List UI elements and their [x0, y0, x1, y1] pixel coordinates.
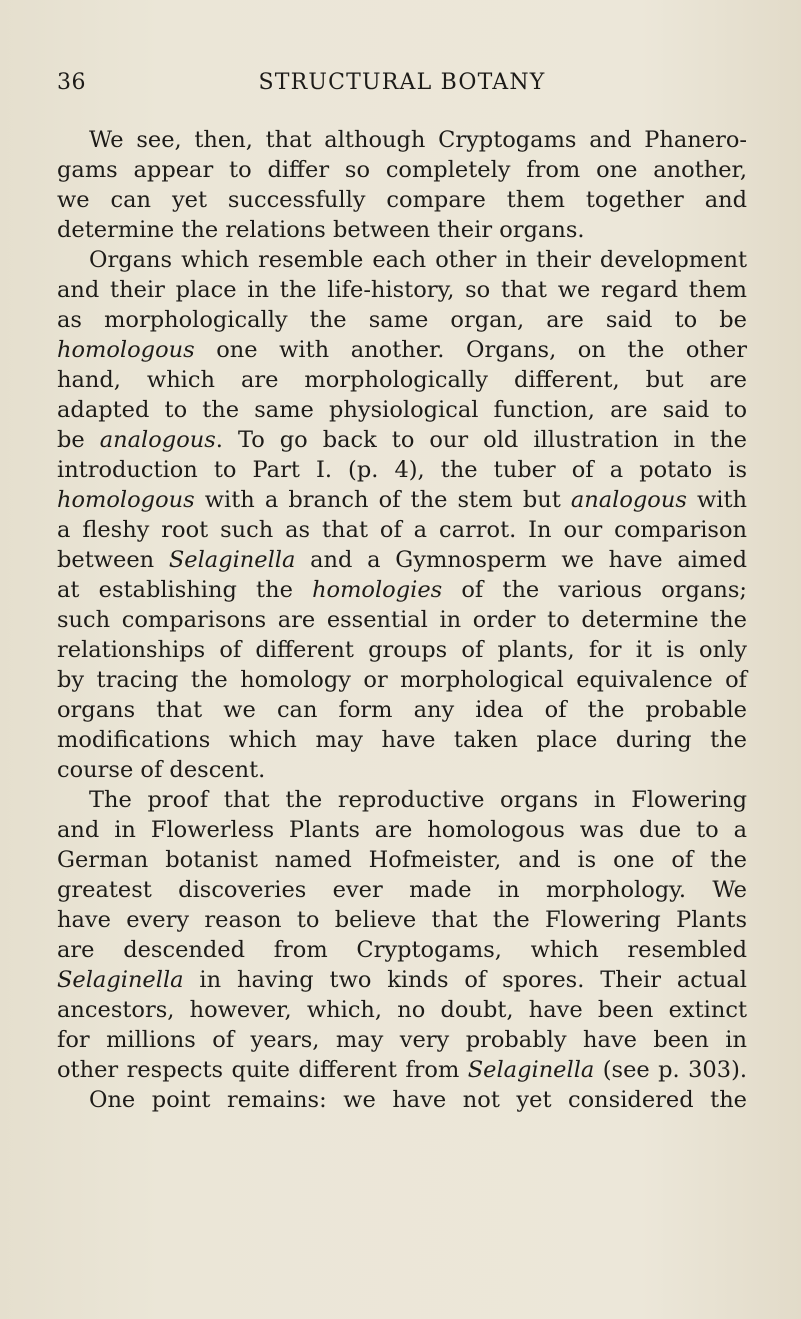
text-line: be analogous. To go back to our old illustration in the	[57, 427, 747, 453]
text-line: homologous one with another. Organs, on the other	[57, 337, 747, 363]
text-line: The proof that the reproductive organs in Flowering	[89, 787, 747, 813]
text-line: and their place in the life-history, so that we regard them	[57, 277, 747, 303]
text-line: we can yet successfully compare them together and	[57, 187, 747, 213]
text-line: by tracing the homology or morphological equivalence of	[57, 667, 747, 693]
text-line: One point remains: we have not yet considered the	[89, 1087, 747, 1113]
text-line: for millions of years, may very probably have been in	[57, 1027, 747, 1053]
text-line: Selaginella in having two kinds of spores. Their actual	[57, 967, 747, 993]
text-line: German botanist named Hofmeister, and is one of the	[57, 847, 747, 873]
text-line: hand, which are morphologically different, but are	[57, 367, 747, 393]
text-line: homologous with a branch of the stem but analogous with	[57, 487, 747, 513]
text-line: are descended from Cryptogams, which resembled	[57, 937, 747, 963]
text-line: between Selaginella and a Gymnosperm we have aimed	[57, 547, 747, 573]
text-line: greatest discoveries ever made in morphology. We	[57, 877, 747, 903]
text-line: other respects quite different from Selaginella (see p. 303).	[57, 1057, 747, 1083]
text-line: organs that we can form any idea of the probable	[57, 697, 747, 723]
text-line: Organs which resemble each other in their development	[89, 247, 747, 273]
page-header	[57, 70, 747, 104]
text-line: course of descent.	[57, 757, 266, 783]
text-line: determine the relations between their organs.	[57, 217, 585, 243]
text-line: adapted to the same physiological function, are said to	[57, 397, 747, 423]
running-head: STRUCTURAL BOTANY	[258, 70, 546, 95]
text-line: gams appear to differ so completely from one another,	[57, 157, 747, 183]
text-line: a fleshy root such as that of a carrot. In our comparison	[57, 517, 747, 543]
text-line: relationships of different groups of plants, for it is only	[57, 637, 747, 663]
text-line: modifications which may have taken place during the	[57, 727, 747, 753]
body-text	[57, 125, 747, 1115]
text-line: We see, then, that although Cryptogams and Phanero-	[89, 127, 747, 153]
text-line: ancestors, however, which, no doubt, have been extinct	[57, 997, 747, 1023]
text-line: and in Flowerless Plants are homologous was due to a	[57, 817, 747, 843]
text-line: introduction to Part I. (p. 4), the tuber of a potato is	[57, 457, 747, 483]
page-number: 36	[57, 70, 86, 95]
text-line: such comparisons are essential in order to determine the	[57, 607, 747, 633]
text-line: as morphologically the same organ, are said to be	[57, 307, 747, 333]
text-line: at establishing the homologies of the various organs;	[57, 577, 747, 603]
text-line: have every reason to believe that the Flowering Plants	[57, 907, 747, 933]
